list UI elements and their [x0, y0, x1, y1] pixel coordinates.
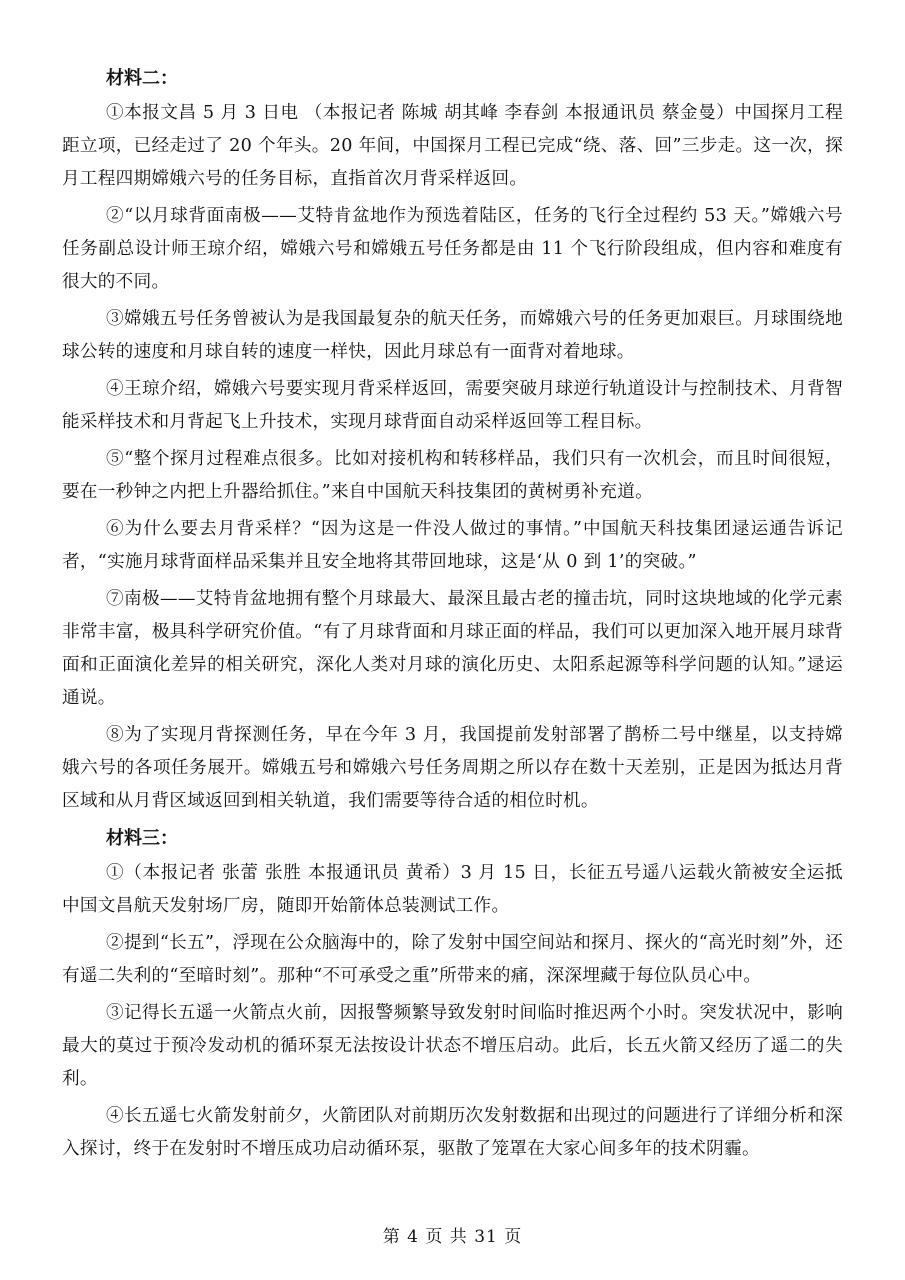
paragraph: ①本报文昌 5 月 3 日电 （本报记者 陈城 胡其峰 李春剑 本报通讯员 蔡金曼）中国探月工程距立项，已经走过了 20 个年头。20 年间，中国探月工程已完成“绕、落、回”三步走。这一次，探月工程四期嫦娥六号的任务目标，直指首次月背采样返回。 — [62, 103, 843, 189]
paragraph: ④长五遥七火箭发射前夕，火箭团队对前期历次发射数据和出现过的问题进行了详细分析和深入探讨，终于在发射时不增压成功启动循环泵，驱散了笼罩在大家心间多年的技术阴霾。 — [62, 1106, 843, 1159]
section-material-2 — [62, 62, 843, 818]
paragraph: ③嫦娥五号任务曾被认为是我国最复杂的航天任务，而嫦娥六号的任务更加艰巨。月球围绕地球公转的速度和月球自转的速度一样快，因此月球总有一面背对着地球。 — [62, 309, 843, 362]
paragraph: ⑧为了实现月背探测任务，早在今年 3 月，我国提前发射部署了鹊桥二号中继星，以支持嫦娥六号的各项任务展开。嫦娥五号和嫦娥六号任务周期之所以存在数十天差别，正是因为抵达月背区域和从月背区域返回到相关轨道，我们需要等待合适的相位时机。 — [62, 725, 843, 811]
paragraph: ⑥为什么要去月背采样？“因为这是一件没人做过的事情。”中国航天科技集团逯运通告诉记者，“实施月球背面样品采集并且安全地将其带回地球，这是‘从 0 到 1’的突破。” — [62, 519, 843, 572]
paragraph: ④王琼介绍，嫦娥六号要实现月背采样返回，需要突破月球逆行轨道设计与控制技术、月背智能采样技术和月背起飞上升技术，实现月球背面自动采样返回等工程目标。 — [62, 379, 843, 432]
paragraph: ①（本报记者 张蕾 张胜 本报通讯员 黄希）3 月 15 日，长征五号遥八运载火箭被安全运抵中国文昌航天发射场厂房，随即开始箭体总装测试工作。 — [62, 863, 843, 916]
paragraph: ②“以月球背面南极——艾特肯盆地作为预选着陆区，任务的飞行全过程约 53 天。”嫦娥六号任务副总设计师王琼介绍，嫦娥六号和嫦娥五号任务都是由 11 个飞行阶段组成，但内容和难度有很大的不同。 — [62, 206, 843, 292]
paragraph: ⑤“整个探月过程难点很多。比如对接机构和转移样品，我们只有一次机会，而且时间很短，要在一秒钟之内把上升器给抓住。”来自中国航天科技集团的黄树勇补充道。 — [62, 449, 843, 502]
paragraph: ③记得长五遥一火箭点火前，因报警频繁导致发射时间临时推迟两个小时。突发状况中，影响最大的莫过于预冷发动机的循环泵无法按设计状态不增压启动。此后，长五火箭又经历了遥二的失利。 — [62, 1003, 843, 1089]
section-title: 材料二： — [106, 68, 178, 89]
paragraph: ⑦南极——艾特肯盆地拥有整个月球最大、最深且最古老的撞击坑，同时这块地域的化学元素非常丰富，极具科学研究价值。“有了月球背面和月球正面的样品，我们可以更加深入地开展月球背面和正面演化差异的相关研究，深化人类对月球的演化历史、太阳系起源等科学问题的认知。”逯运通说。 — [62, 589, 843, 708]
paragraph: ②提到“长五”，浮现在公众脑海中的，除了发射中国空间站和探月、探火的“高光时刻”外，还有遥二失利的“至暗时刻”。那种“不可承受之重”所带来的痛，深深埋藏于每位队员心中。 — [62, 933, 843, 986]
section-material-3 — [62, 822, 843, 1166]
section-title: 材料三： — [106, 828, 178, 849]
page-number-footer: 第 4 页 共 31 页 — [382, 1227, 523, 1247]
